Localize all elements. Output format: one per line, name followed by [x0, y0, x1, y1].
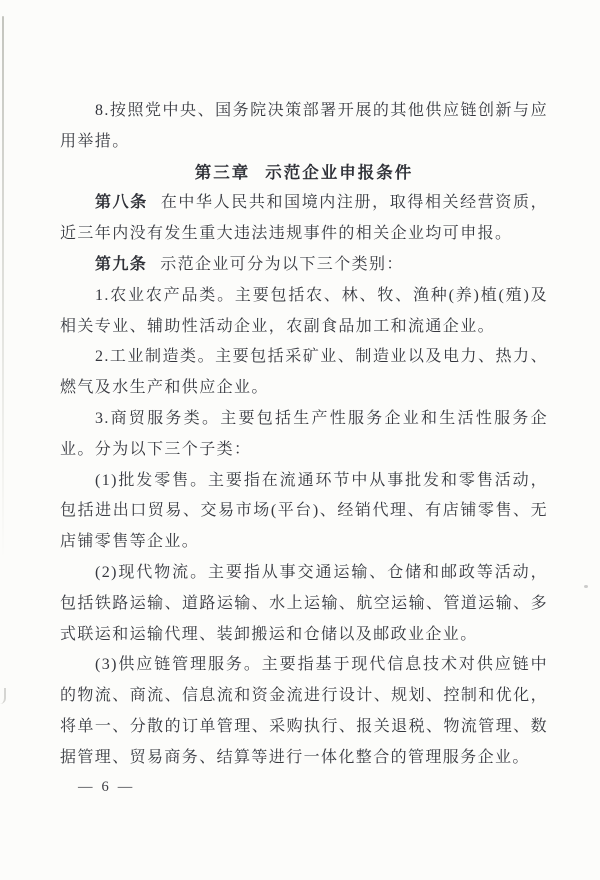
article-8-label: 第八条 [95, 194, 148, 212]
article-9-text: 示范企业可分为以下三个类别： [160, 255, 404, 273]
chapter-heading [60, 158, 548, 189]
scan-edge-mark [0, 688, 6, 704]
article-8-text: 在中华人民共和国境内注册，取得相关经营资质，近三年内没有发生重大违法违规事件的相关企业均可申报。 [60, 194, 548, 243]
category-3-text: 3.商贸服务类。主要包括生产性服务企业和生活性服务企业。分为以下三个子类： [60, 409, 548, 458]
category-item-1 [60, 281, 548, 343]
scan-speck [584, 585, 588, 588]
chapter-title: 示范企业申报条件 [265, 163, 414, 182]
chapter-number: 第三章 [194, 163, 251, 182]
footer-right-dash: — [117, 779, 133, 795]
article-9-label: 第九条 [95, 255, 148, 273]
subcategory-item-3 [60, 650, 548, 773]
subcategory-item-2 [60, 558, 548, 650]
page-number: 6 [101, 779, 109, 795]
category-item-2 [60, 342, 548, 404]
continuation-item-text: 8.按照党中央、国务院决策部署开展的其他供应链创新与应用举措。 [60, 102, 548, 150]
subcategory-item-1 [60, 466, 548, 558]
subcategory-2-text: (2)现代物流。主要指从事交通运输、仓储和邮政等活动，包括铁路运输、道路运输、水上运输、航空运输、管道运输、多式联运和运输代理、装卸搬运和仓储以及邮政业企业。 [60, 563, 548, 643]
subcategory-1-text: (1)批发零售。主要指在流通环节中从事批发和零售活动，包括进出口贸易、交易市场(平台)、经销代理、有店铺零售、无店铺零售等企业。 [60, 471, 548, 551]
footer-left-dash: — [78, 779, 93, 795]
category-2-text: 2.工业制造类。主要包括采矿业、制造业以及电力、热力、燃气及水生产和供应企业。 [60, 348, 548, 397]
document-body [60, 96, 548, 774]
article-8 [60, 188, 548, 250]
article-9 [60, 250, 548, 281]
category-1-text: 1.农业农产品类。主要包括农、林、牧、渔种(养)植(殖)及相关专业、辅助性活动企业，农副食品加工和流通企业。 [60, 286, 548, 335]
page-number-footer [78, 779, 132, 796]
paragraph-continuation-item-8 [60, 96, 548, 158]
subcategory-3-text: (3)供应链管理服务。主要指基于现代信息技术对供应链中的物流、商流、信息流和资金流进行设计、规划、控制和优化，将单一、分散的订单管理、采购执行、报关退税、物流管理、数据管理、贸易商务、结算等进行一体化整合的管理服务企业。 [60, 656, 548, 766]
scan-edge-artifact [2, 16, 4, 561]
category-item-3 [60, 404, 548, 466]
